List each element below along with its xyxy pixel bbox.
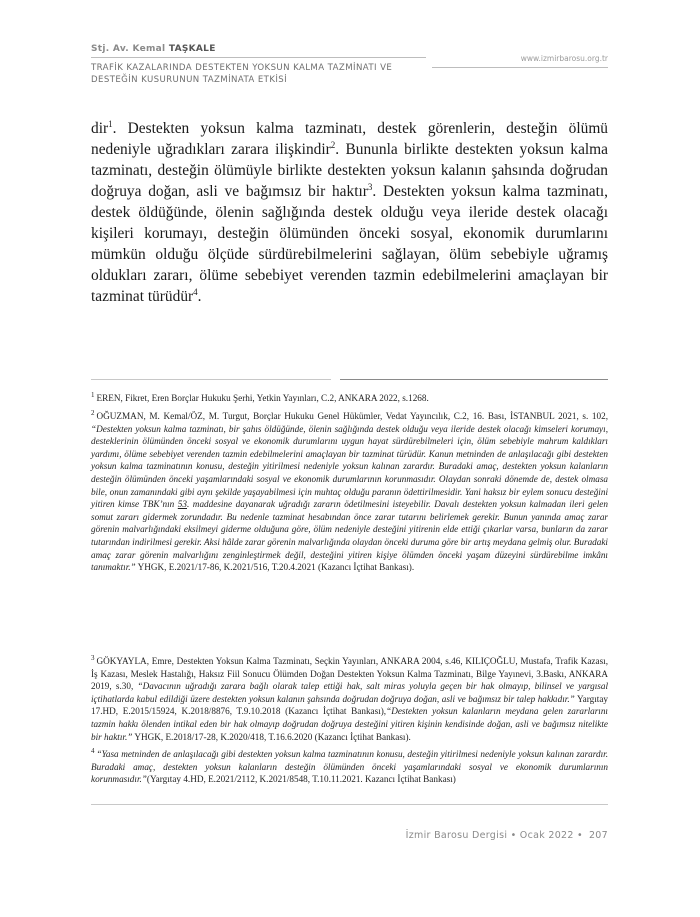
body-segment: . Destekten yoksun kalma tazminatı, destek görenlerin, desteğin ölümü nedeniyle uğradıkları zarara ilişkindir bbox=[91, 120, 608, 158]
page-number: 207 bbox=[588, 830, 608, 841]
body-segment: . Bununla birlikte destekten yoksun kalma tazminatı, desteğin ölümüyle birlikte destekten yoksun kalanın şahsında doğrudan doğruya doğan, asli ve bağımsız bir haktır bbox=[91, 141, 608, 200]
footnote-1 bbox=[91, 389, 608, 405]
body-paragraph bbox=[91, 118, 608, 307]
header-rule-right bbox=[432, 67, 608, 68]
running-head-author bbox=[91, 44, 216, 54]
footnote-ref-3[interactable]: 3 bbox=[367, 181, 373, 192]
footnote-text: EREN, Fikret, Eren Borçlar Hukuku Şerhi, Yetkin Yayınları, C.2, ANKARA 2022, s.1268. bbox=[96, 393, 429, 404]
footnote-citation: (Yargıtay 4.HD, E.2021/2112, K.2021/8548, T.10.11.2021. Kazancı İçtihat Bankası) bbox=[146, 774, 456, 785]
header-rule-left bbox=[91, 57, 426, 58]
footnote-quote: “Destekten yoksun kalma tazminatı, bir şahıs öldüğünde, ölenin sağlığında destek olduğu veya ileride destek olacağı kimseleri korumayı, desteklerinin ölümünden önceki sosyal ve ekonomik durumlarını uygun hayat sürdürebilmeleri için, ölüm sebebiyle mahrum kaldıkları yardımı, ölüme sebebiyet verenden tazmin edebilmelerini amaçlayan bir tazminat türüdür. Kanun metninden de anlaşılacağı gibi destekten yoksun kalma tazminatının konusu, desteğin yitirilmesi nedeniyle yoksun kalınan zarardır. Buradaki amaç, destekten yoksun kalanların desteğin ölümünden önceki yaşamlarındaki sosyal ve ekonomik durumlarının korunmasıdır. Olaydan sonraki dönemde de, destek olmasa bile, onun zamanındaki gibi aynı şekilde yaşayabilmesi için muhtaç olduğu paranın ödettirilmesidir. Yani haksız bir eylem sonucu desteğini yitiren kimse TBK’nın bbox=[91, 423, 608, 510]
author-surname: TAŞKALE bbox=[168, 44, 216, 54]
footnote-citation: YHGK, E.2021/17-86, K.2021/516, T.20.4.2021 (Kazancı İçtihat Bankası). bbox=[135, 562, 415, 573]
footnote-4 bbox=[91, 745, 608, 786]
footnote-number: 3 bbox=[91, 654, 95, 662]
footnote-citation: GÖKYAYLA, Emre, Destekten Yoksun Kalma Tazminatı, Seçkin Yayınları, ANKARA 2004, s.46, KILIÇOĞLU, Mustafa, Trafik Kazası, İş Kazası, Meslek Hastalığı, Haksız Fiil Sonucu Ölümden Doğan Destekten Yoksun Kalma Tazminatı, Bilge Yayınevi, 3.Baskı, ANKARA 2019, s.30, bbox=[91, 656, 608, 692]
footnote-quote: “Davacının uğradığı zarara bağlı olarak talep ettiği hak, salt miras yoluyla geçen bir hak olmayıp, bilinsel ve yargısal içtihatlarda kabul edildiği üzere destekten yoksun kalanın şahsında doğrudan doğruya doğan, asli ve bağımsız bir talep hakkıdır.” bbox=[91, 681, 609, 704]
footnote-quote: “Yasa metninden de anlaşılacağı gibi destekten yoksun kalma tazminatının konusu, desteğin yitirilmesi nedeniyle yoksun kalınan zarardır. Buradaki amaç, destekten yoksun kalanların desteğin ölümünden önceki yaşamlarındaki sosyal ve ekonomik durumlarının korunmasıdır.” bbox=[91, 749, 608, 785]
author-prefix: Stj. Av. Kemal bbox=[91, 44, 169, 54]
body-segment: dir bbox=[91, 120, 109, 137]
footnote-citation: YHGK, E.2018/17-28, K.2020/418, T.16.6.2020 (Kazancı İçtihat Bankası). bbox=[132, 731, 411, 742]
footnote-number: 2 bbox=[91, 409, 95, 417]
article-reference: 53 bbox=[177, 499, 187, 510]
footnote-ref-2[interactable]: 2 bbox=[330, 139, 336, 150]
body-segment: . bbox=[197, 288, 202, 305]
footnote-separator-light bbox=[91, 379, 331, 380]
footnote-quote: “Destekten yoksun kalanların meydana gelen zararlarını tazmin hakkı ölenden intikal eden bir hak olmayıp doğrudan doğruya desteğini yitiren kişinin kendisinde doğan, asli ve bağımsız nitelikte bir haktır.” bbox=[91, 706, 608, 742]
footer-rule bbox=[91, 804, 608, 805]
footnote-citation: Yargıtay 17.HD, E.2015/15924, K.2018/8876, T.9.10.2018 (Kazancı İçtihat Bankası), bbox=[91, 693, 609, 717]
footnote-ref-4[interactable]: 4 bbox=[193, 286, 198, 297]
footnote-separator-dark bbox=[340, 379, 608, 380]
journal-name: İzmir Barosu Dergisi • Ocak 2022 • bbox=[405, 830, 583, 841]
footnote-quote: . maddesine dayanarak uğradığı zararın ödetilmesini isteyebilir. Davalı destekten yoksun kalmadan ileri gelen somut zararı gidermek zorundadır. Bu nedenle tazminat hesabından önce zarar tutarını belirlemek gerekir. Bunun yanında amaç zarar görenin malvarlığındaki eksilmeyi giderme olduğuna göre, ölüm nedeniyle desteğini yitirenin elde ettiği çıkarlar varsa, bunların da zarar tutarından indirilmesi gerekir. Aksi hâlde zarar görenin malvarlığında olaydan önceki duruma göre bir artış meydana gelmiş olur. Buradaki amaç zarar görenin malvarlığını zenginleştirmek değil, desteğini yitiren kişiye ölümden önceki yaşam düzeyini sürdürebilme imkânı tanımaktır.” bbox=[91, 499, 608, 573]
footnote-number: 1 bbox=[91, 391, 95, 399]
footnote-3 bbox=[91, 652, 608, 743]
body-segment: . Destekten yoksun kalma tazminatı, destek öldüğünde, ölenin sağlığında destek olduğu veya ileride destek olacağı kişileri korumayı, desteğin ölümünden önceki sosyal, ekonomik durumlarını mümkün olduğu ölçüde sürdürebilmelerini sağlayan, ölüm sebebiyle uğramış oldukları zararı, ölüme sebebiyet verenden tazmin edebilmelerini amaçlayan bir tazminat türüdür bbox=[91, 183, 608, 305]
footnote-2 bbox=[91, 407, 608, 574]
running-head-title: TRAFİK KAZALARINDA DESTEKTEN YOKSUN KALMA TAZMİNATI VE DESTEĞİN KUSURUNUN TAZMİNATA ETKİSİ bbox=[91, 63, 393, 85]
footnote-citation: OĞUZMAN, M. Kemal/ÖZ, M. Turgut, Borçlar Hukuku Genel Hükümler, Vedat Yayıncılık, C.2, 16. Bası, İSTANBUL 2021, s. 102, bbox=[96, 411, 608, 422]
header-url[interactable]: www.izmirbarosu.org.tr bbox=[520, 54, 608, 63]
page-footer bbox=[406, 830, 608, 841]
footnote-ref-1[interactable]: 1 bbox=[108, 118, 113, 129]
footnote-number: 4 bbox=[91, 747, 95, 755]
